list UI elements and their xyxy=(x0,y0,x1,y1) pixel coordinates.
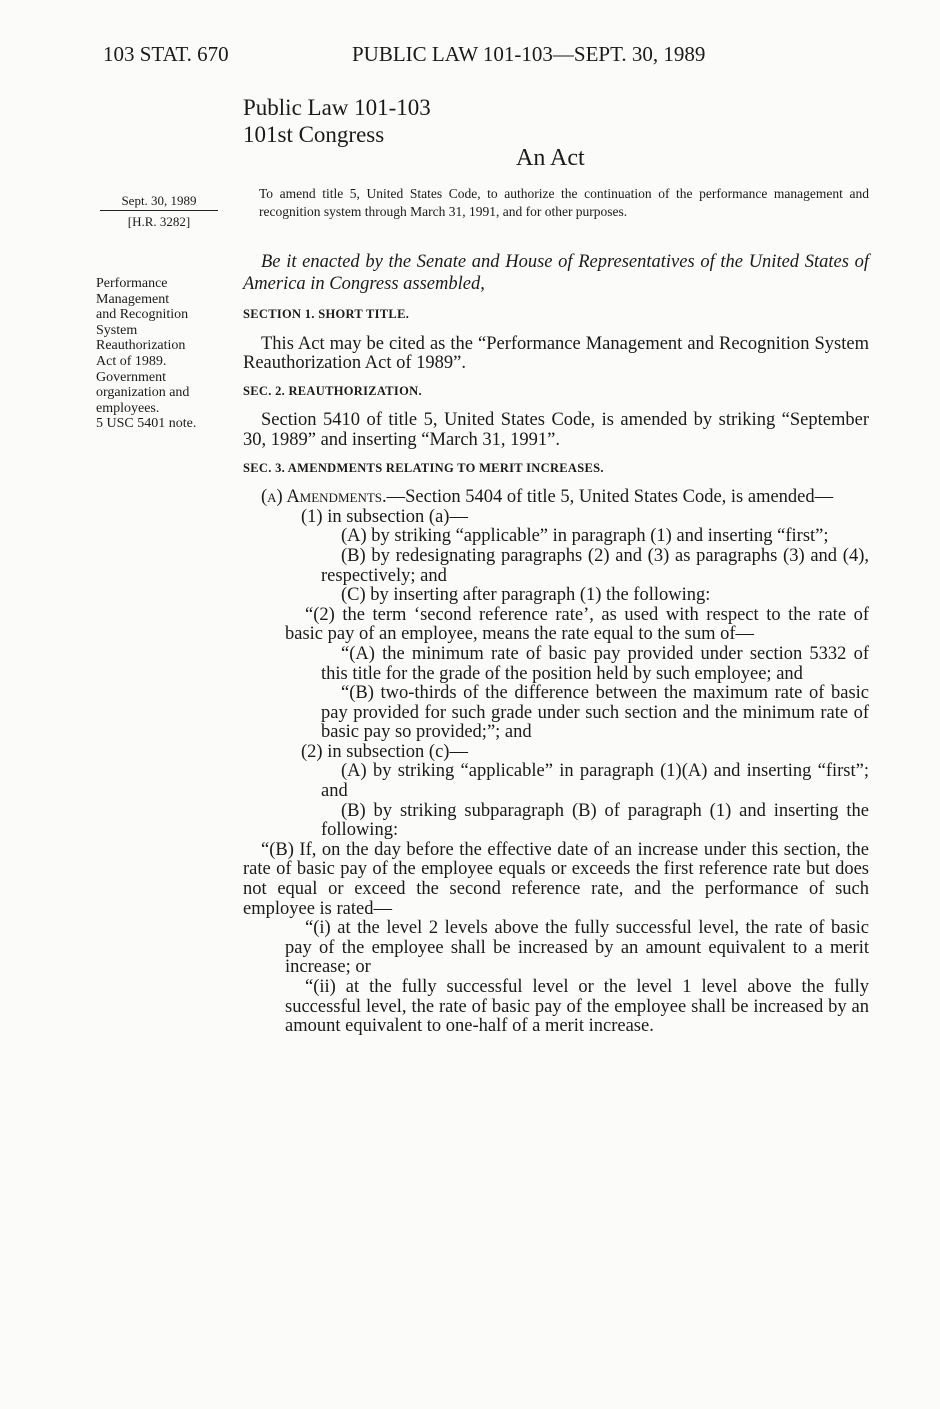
enacting-clause: Be it enacted by the Senate and House of Representatives of the United States of America in Congress assembled, xyxy=(243,252,869,294)
quoted-subparagraph-B: “(B) two-thirds of the difference between the maximum rate of basic pay provided for such grade under such section and the minimum rate of basic pay so provided;”; and xyxy=(321,683,869,743)
page-header xyxy=(0,42,940,82)
section-1-heading: SECTION 1. SHORT TITLE. xyxy=(243,307,410,321)
margin-date-block xyxy=(100,192,218,230)
quoted-subparagraph-B-new: “(B) If, on the day before the effective date of an increase under this section, the rate of basic pay of the employee equals or exceeds the first reference rate but does not equal or exceed the second reference rate, and the performance of such employee is rated— xyxy=(243,839,869,919)
margin-note: Management xyxy=(96,291,170,307)
purpose-clause xyxy=(243,185,869,221)
margin-note: Act of 1989. xyxy=(96,353,167,369)
section-3-heading: SEC. 3. AMENDMENTS RELATING TO MERIT INCREASES. xyxy=(243,460,604,475)
purpose-text: To amend title 5, United States Code, to authorize the continuation of the performance management and recognition system through March 31, 1991, and for other purposes. xyxy=(259,186,869,219)
quoted-clause-i: “(i) at the level 2 levels above the fully successful level, the rate of basic pay of the employee shall be increased by an amount equivalent to a merit increase; or xyxy=(285,918,869,978)
paragraph-2A: (A) by striking “applicable” in paragraph (1)(A) and inserting “first”; and xyxy=(321,761,869,802)
margin-note: and Recognition xyxy=(96,307,189,323)
quoted-paragraph-2: “(2) the term ‘second reference rate’, as used with respect to the rate of basic pay of an employee, means the rate equal to the sum of— xyxy=(285,604,869,645)
bill-number: [H.R. 3282] xyxy=(127,214,191,229)
enactment-date: Sept. 30, 1989 xyxy=(121,193,197,208)
quoted-clause-ii: “(ii) at the fully successful level or the level 1 level above the fully successful level, the rate of basic pay of the employee shall be increased by an amount equivalent to one-half of a merit increase. xyxy=(285,977,869,1037)
paragraph-1A: (A) by striking “applicable” in paragraph (1) and inserting “first”; xyxy=(341,526,829,547)
paragraph-1B: (B) by redesignating paragraphs (2) and (3) as paragraphs (3) and (4), respectively; and xyxy=(321,545,869,586)
subsection-a-text: —Section 5404 of title 5, United States Code, is amended— xyxy=(386,487,834,508)
act-body xyxy=(243,251,869,1037)
paragraph-2: (2) in subsection (c)— xyxy=(301,741,468,762)
section-2-text: Section 5410 of title 5, United States Code, is amended by striking “September 30, 1989” and inserting “March 31, 1991”. xyxy=(243,410,869,450)
date-divider xyxy=(100,210,218,211)
running-head: PUBLIC LAW 101-103—SEPT. 30, 1989 xyxy=(352,42,706,66)
margin-note: employees. xyxy=(96,400,160,416)
section-1-text: This Act may be cited as the “Performance Management and Recognition System Reauthorization Act of 1989”. xyxy=(243,333,869,374)
section-2-heading: SEC. 2. REAUTHORIZATION. xyxy=(243,383,422,398)
paragraph-2B: (B) by striking subparagraph (B) of paragraph (1) and inserting the following: xyxy=(321,800,869,841)
paragraph-1C: (C) by inserting after paragraph (1) the following: xyxy=(341,585,711,606)
subsection-a-label: (a) Amendments. xyxy=(261,487,387,508)
section-3-subsection-a xyxy=(243,488,869,508)
congress-number: 101st Congress xyxy=(243,122,385,147)
margin-notes xyxy=(96,276,236,432)
margin-note: Reauthorization xyxy=(96,338,186,354)
quoted-subparagraph-A: “(A) the minimum rate of basic pay provided under section 5332 of this title for the grade of the position held by such employee; and xyxy=(321,643,869,684)
stat-page-number: 103 STAT. 670 xyxy=(103,42,229,66)
margin-note: organization and xyxy=(96,385,190,401)
law-title-block xyxy=(243,94,431,148)
law-number: Public Law 101-103 xyxy=(243,95,431,120)
act-heading: An Act xyxy=(516,145,585,171)
margin-note: Government xyxy=(96,369,166,385)
margin-note: 5 USC 5401 note. xyxy=(96,416,197,432)
margin-note: System xyxy=(96,322,138,338)
paragraph-1: (1) in subsection (a)— xyxy=(301,506,468,527)
margin-note: Performance xyxy=(96,276,168,291)
